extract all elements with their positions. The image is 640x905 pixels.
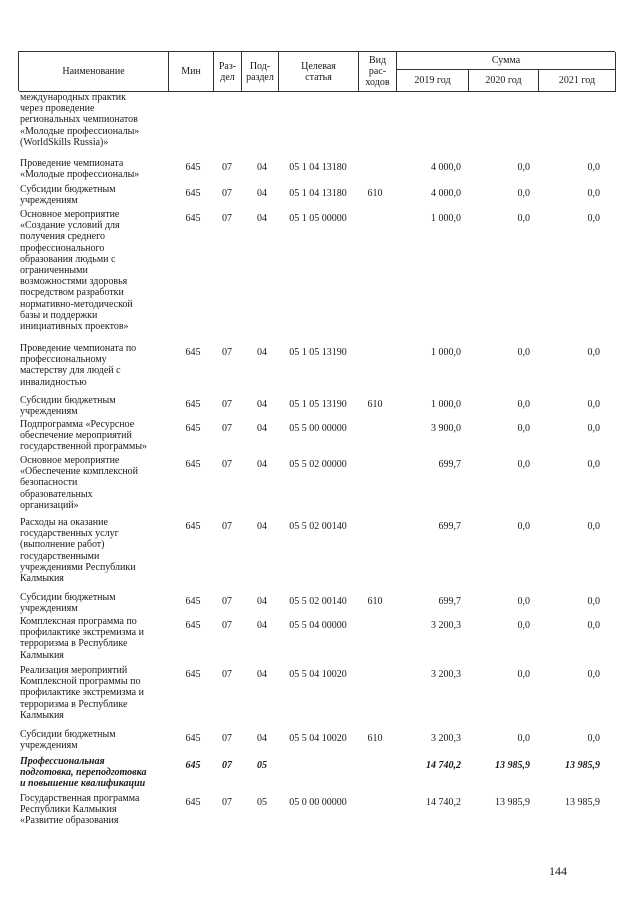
cell-min: 645 xyxy=(185,188,201,199)
cell-target: 05 5 04 10020 xyxy=(289,669,347,680)
cell-y2020: 0,0 xyxy=(517,399,530,410)
cell-target: 05 1 05 13190 xyxy=(289,399,347,410)
cell-target: 05 1 04 13180 xyxy=(289,188,347,199)
header-min-text: Мин xyxy=(181,66,201,77)
cell-vid: 610 xyxy=(367,733,383,744)
cell-target: 05 1 04 13180 xyxy=(289,162,347,173)
cell-y2021: 0,0 xyxy=(587,596,600,607)
cell-name: Проведение чемпионата по профессиональному мастерству для людей с инвалидностью xyxy=(20,343,137,388)
cell-podrazdel: 04 xyxy=(257,596,267,607)
cell-name: Проведение чемпионата «Молодые профессионалы» xyxy=(20,158,140,181)
cell-podrazdel: 04 xyxy=(257,521,267,532)
cell-name: Комплексная программа по профилактике экстремизма и терроризма в Республике Калмыкия xyxy=(20,616,144,661)
header-2020-text: 2020 год xyxy=(485,75,522,86)
cell-y2019: 3 200,3 xyxy=(431,620,461,631)
cell-razdel: 07 xyxy=(222,162,232,173)
cell-podrazdel: 05 xyxy=(257,760,267,771)
cell-y2021: 0,0 xyxy=(587,399,600,410)
cell-razdel: 07 xyxy=(222,347,232,358)
cell-y2020: 0,0 xyxy=(517,596,530,607)
cell-min: 645 xyxy=(185,596,201,607)
cell-y2020: 0,0 xyxy=(517,521,530,532)
cell-podrazdel: 04 xyxy=(257,669,267,680)
cell-y2019: 4 000,0 xyxy=(431,188,461,199)
cell-y2019: 3 200,3 xyxy=(431,733,461,744)
header-min xyxy=(169,52,214,92)
cell-name: Субсидии бюджетным учреждениям xyxy=(20,184,116,207)
cell-name: Субсидии бюджетным учреждениям xyxy=(20,395,116,418)
cell-min: 645 xyxy=(185,733,201,744)
cell-podrazdel: 04 xyxy=(257,162,267,173)
cell-y2019: 4 000,0 xyxy=(431,162,461,173)
cell-y2020: 0,0 xyxy=(517,459,530,470)
cell-name: Профессиональная подготовка, переподготовка и повышение квалификации xyxy=(20,756,147,790)
header-target xyxy=(279,52,359,92)
cell-y2021: 0,0 xyxy=(587,733,600,744)
header-vid-text: Вид рас- ходов xyxy=(365,55,390,88)
cell-razdel: 07 xyxy=(222,423,232,434)
cell-razdel: 07 xyxy=(222,188,232,199)
page-number: 144 xyxy=(549,864,567,878)
cell-min: 645 xyxy=(185,669,201,680)
cell-target: 05 5 02 00140 xyxy=(289,596,347,607)
cell-min: 645 xyxy=(185,620,201,631)
cell-podrazdel: 04 xyxy=(257,399,267,410)
header-name-text: Наименование xyxy=(62,66,125,77)
cell-podrazdel: 04 xyxy=(257,620,267,631)
cell-razdel: 07 xyxy=(222,596,232,607)
cell-y2020: 0,0 xyxy=(517,213,530,224)
cell-name: Субсидии бюджетным учреждениям xyxy=(20,592,116,615)
cell-razdel: 07 xyxy=(222,521,232,532)
cell-y2019: 14 740,2 xyxy=(426,797,461,808)
cell-name: Подпрограмма «Ресурсное обеспечение мероприятий государственной программы» xyxy=(20,419,148,453)
cell-razdel: 07 xyxy=(222,459,232,470)
cell-y2020: 0,0 xyxy=(517,733,530,744)
cell-y2020: 0,0 xyxy=(517,347,530,358)
header-2020 xyxy=(469,70,539,92)
cell-y2021: 0,0 xyxy=(587,620,600,631)
header-name xyxy=(19,52,169,92)
cell-y2021: 0,0 xyxy=(587,423,600,434)
cell-razdel: 07 xyxy=(222,620,232,631)
cell-name: Основное мероприятие «Создание условий для получения среднего профессионального образования людьми с ограниченными возможностями здоровья посредством разработки нормативно-методической базы и поддержки инициативных проектов» xyxy=(20,209,133,333)
header-2021-text: 2021 год xyxy=(558,75,596,86)
cell-vid: 610 xyxy=(367,188,383,199)
cell-y2021: 0,0 xyxy=(587,188,600,199)
cell-y2020: 13 985,9 xyxy=(495,760,530,771)
cell-y2019: 14 740,2 xyxy=(426,760,461,771)
cell-target: 05 5 00 00000 xyxy=(289,423,347,434)
cell-y2020: 0,0 xyxy=(517,162,530,173)
cell-y2019: 1 000,0 xyxy=(431,213,461,224)
cell-min: 645 xyxy=(185,459,201,470)
cell-podrazdel: 04 xyxy=(257,459,267,470)
cell-podrazdel: 04 xyxy=(257,347,267,358)
cell-podrazdel: 05 xyxy=(257,797,267,808)
cell-y2020: 0,0 xyxy=(517,188,530,199)
cell-y2020: 0,0 xyxy=(517,423,530,434)
cell-target: 05 5 04 00000 xyxy=(289,620,347,631)
cell-y2019: 1 000,0 xyxy=(431,399,461,410)
header-2021 xyxy=(539,70,616,92)
cell-name: Расходы на оказание государственных услуг (выполнение работ) государственными учреждениями Республики Калмыкия xyxy=(20,517,136,585)
cell-y2019: 3 200,3 xyxy=(431,669,461,680)
cell-y2020: 13 985,9 xyxy=(495,797,530,808)
header-2019-text: 2019 год xyxy=(414,75,451,86)
cell-razdel: 07 xyxy=(222,760,232,771)
cell-y2019: 699,7 xyxy=(438,521,461,532)
cell-razdel: 07 xyxy=(222,797,232,808)
header-target-text: Целевая статья xyxy=(301,60,336,83)
cell-min: 645 xyxy=(185,797,201,808)
cell-name: международных практик через проведение региональных чемпионатов «Молодые профессионалы» (WorldSkills Russia)» xyxy=(20,92,140,148)
header-vid xyxy=(359,52,397,92)
cell-min: 645 xyxy=(185,347,201,358)
cell-y2021: 0,0 xyxy=(587,459,600,470)
cell-podrazdel: 04 xyxy=(257,188,267,199)
cell-razdel: 07 xyxy=(222,399,232,410)
cell-y2020: 0,0 xyxy=(517,620,530,631)
cell-min: 645 xyxy=(185,760,201,771)
header-summa-text: Сумма xyxy=(491,55,521,66)
cell-y2021: 0,0 xyxy=(587,347,600,358)
cell-y2021: 0,0 xyxy=(587,521,600,532)
cell-razdel: 07 xyxy=(222,213,232,224)
header-podrazdel xyxy=(242,52,279,92)
header-razdel xyxy=(214,52,242,92)
cell-target: 05 5 04 10020 xyxy=(289,733,347,744)
cell-y2021: 0,0 xyxy=(587,669,600,680)
cell-min: 645 xyxy=(185,399,201,410)
cell-name: Субсидии бюджетным учреждениям xyxy=(20,729,116,752)
cell-min: 645 xyxy=(185,213,201,224)
cell-y2019: 1 000,0 xyxy=(431,347,461,358)
table-header xyxy=(18,51,615,91)
cell-min: 645 xyxy=(185,521,201,532)
cell-y2021: 13 985,9 xyxy=(565,797,600,808)
cell-target: 05 5 02 00000 xyxy=(289,459,347,470)
cell-podrazdel: 04 xyxy=(257,733,267,744)
cell-y2019: 699,7 xyxy=(438,459,461,470)
cell-razdel: 07 xyxy=(222,669,232,680)
cell-y2021: 0,0 xyxy=(587,213,600,224)
cell-y2021: 13 985,9 xyxy=(565,760,600,771)
cell-y2020: 0,0 xyxy=(517,669,530,680)
header-summa xyxy=(397,52,616,70)
cell-target: 05 1 05 13190 xyxy=(289,347,347,358)
cell-vid: 610 xyxy=(367,399,383,410)
header-2019 xyxy=(397,70,469,92)
header-podrazdel-text: Под- раздел xyxy=(246,60,274,83)
cell-y2019: 699,7 xyxy=(438,596,461,607)
cell-name: Реализация мероприятий Комплексной программы по профилактике экстремизма и терроризма в Республике Калмыкия xyxy=(20,665,144,721)
cell-min: 645 xyxy=(185,162,201,173)
cell-target: 05 0 00 00000 xyxy=(289,797,347,808)
cell-target: 05 5 02 00140 xyxy=(289,521,347,532)
cell-podrazdel: 04 xyxy=(257,213,267,224)
cell-target: 05 1 05 00000 xyxy=(289,213,347,224)
cell-name: Основное мероприятие «Обеспечение комплексной безопасности образовательных организаций» xyxy=(20,455,138,511)
cell-name: Государственная программа Республики Калмыкия «Развитие образования xyxy=(20,793,140,827)
cell-y2019: 3 900,0 xyxy=(431,423,461,434)
cell-y2021: 0,0 xyxy=(587,162,600,173)
cell-vid: 610 xyxy=(367,596,383,607)
cell-razdel: 07 xyxy=(222,733,232,744)
cell-podrazdel: 04 xyxy=(257,423,267,434)
cell-min: 645 xyxy=(185,423,201,434)
header-razdel-text: Раз- дел xyxy=(218,60,237,83)
